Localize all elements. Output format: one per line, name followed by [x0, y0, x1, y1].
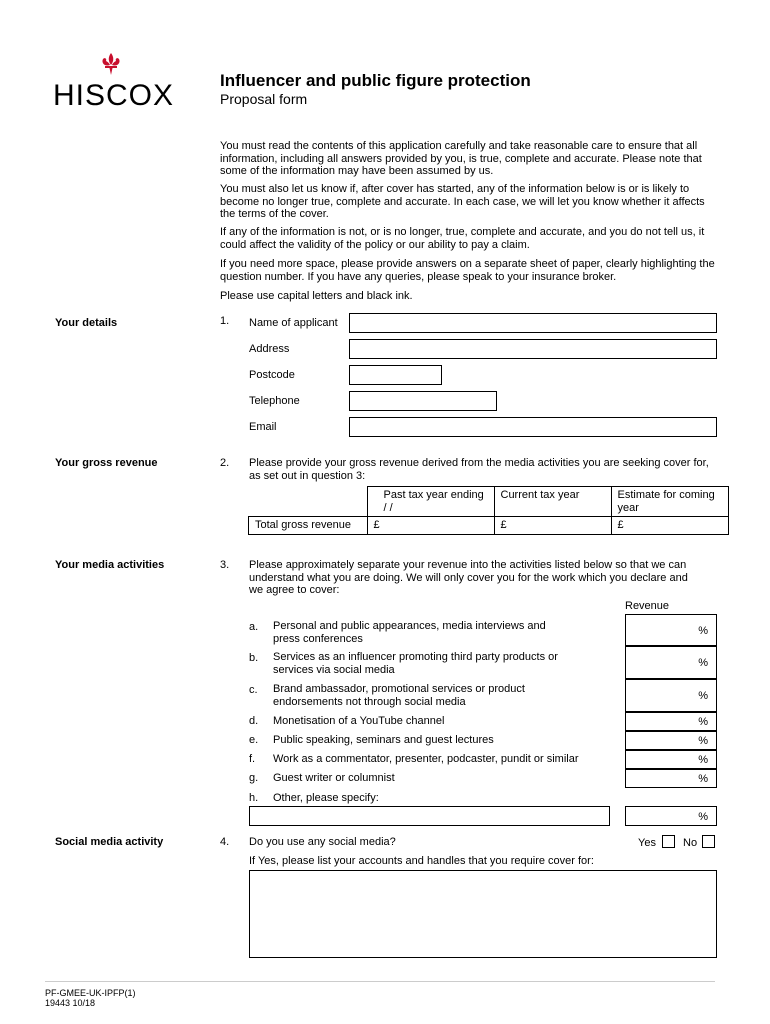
- item-text: Other, please specify:: [273, 792, 379, 804]
- item-text: Brand ambassador, promotional services or product endorsements not through social media: [273, 683, 525, 708]
- no-checkbox[interactable]: [702, 835, 715, 848]
- intro-paragraph: Please use capital letters and black ink.: [220, 290, 413, 302]
- telephone-label: Telephone: [249, 395, 300, 407]
- brand-logo: HISCOX: [53, 79, 175, 112]
- item-letter: e.: [249, 734, 259, 746]
- item-letter: d.: [249, 715, 259, 727]
- revenue-pct-input[interactable]: %: [625, 769, 717, 788]
- item-text: Guest writer or columnist: [273, 772, 395, 784]
- page-subtitle: Proposal form: [220, 91, 308, 107]
- social-question: Do you use any social media?: [249, 836, 396, 848]
- section-label-revenue: Your gross revenue: [55, 457, 158, 469]
- other-specify-input[interactable]: [249, 806, 610, 826]
- intro-paragraph: If you need more space, please provide answers on a separate sheet of paper, clearly highlighting the question number. If you have any queries, please speak to your insurance broker.: [220, 258, 715, 283]
- address-label: Address: [249, 343, 290, 355]
- address-input[interactable]: [349, 339, 717, 359]
- item-text: Personal and public appearances, media interviews and press conferences: [273, 620, 546, 645]
- revenue-estimate-input[interactable]: £: [611, 517, 728, 535]
- intro-paragraph: If any of the information is not, or is no longer, true, complete and accurate, and you do not tell us, it could affect the validity of the policy or our ability to pay a claim.: [220, 226, 705, 251]
- yes-checkbox[interactable]: [662, 835, 675, 848]
- col-current-tax-year: Current tax year: [494, 487, 611, 517]
- item-letter: b.: [249, 652, 259, 664]
- section-label-social: Social media activity: [55, 836, 164, 848]
- item-letter: c.: [249, 684, 258, 696]
- telephone-input[interactable]: [349, 391, 497, 411]
- revenue-pct-input[interactable]: %: [625, 646, 717, 679]
- revenue-question: Please provide your gross revenue derived from the media activities you are seeking cover for, as set out in question 3:: [249, 457, 709, 482]
- form-ref: 19443 10/18: [45, 998, 96, 1008]
- item-letter: a.: [249, 621, 259, 633]
- item-letter: f.: [249, 753, 256, 765]
- revenue-column-header: Revenue: [625, 600, 670, 612]
- item-text: Monetisation of a YouTube channel: [273, 715, 445, 727]
- section-label-media: Your media activities: [55, 559, 165, 571]
- question-number: 3.: [220, 559, 230, 571]
- name-label: Name of applicant: [249, 317, 338, 329]
- email-input[interactable]: [349, 417, 717, 437]
- form-code: PF-GMEE-UK-IPFP(1): [45, 988, 136, 998]
- revenue-pct-input[interactable]: %: [625, 731, 717, 750]
- item-text: Work as a commentator, presenter, podcaster, pundit or similar: [273, 753, 579, 765]
- postcode-label: Postcode: [249, 369, 295, 381]
- col-past-tax-year: Past tax year ending / /: [367, 487, 494, 517]
- media-question: Please approximately separate your revenue into the activities listed below so that we can understand what you are doing. We will only cover you for the work which you declare and we agree to cover:: [249, 559, 688, 596]
- intro-paragraph: You must read the contents of this application carefully and take reasonable care to ensure that all information, including all answers provided by you, is true, complete and accurate. Please note that some of the information may have been assumed by us.: [220, 140, 702, 177]
- page-title: Influencer and public figure protection: [220, 71, 531, 90]
- yes-label: Yes: [638, 837, 656, 849]
- email-label: Email: [249, 421, 277, 433]
- revenue-table: [248, 486, 729, 535]
- revenue-current-input[interactable]: £: [494, 517, 611, 535]
- footer-divider: [45, 981, 715, 982]
- social-followup: If Yes, please list your accounts and handles that you require cover for:: [249, 855, 594, 867]
- social-accounts-input[interactable]: [249, 870, 717, 958]
- item-text: Services as an influencer promoting third party products or services via social media: [273, 651, 558, 676]
- section-label-details: Your details: [55, 317, 118, 329]
- item-text: Public speaking, seminars and guest lectures: [273, 734, 494, 746]
- revenue-pct-input[interactable]: %: [625, 806, 717, 826]
- revenue-pct-input[interactable]: %: [625, 750, 717, 769]
- postcode-input[interactable]: [349, 365, 442, 385]
- item-letter: h.: [249, 792, 259, 804]
- hiscox-fleur-de-lis-icon: [97, 51, 125, 79]
- no-label: No: [683, 837, 698, 849]
- intro-paragraph: You must also let us know if, after cover has started, any of the information below is or is likely to become no longer true, complete and accurate. In each case, we will let you know whether it affects the terms of the cover.: [220, 183, 705, 220]
- revenue-past-input[interactable]: £: [367, 517, 494, 535]
- col-estimate: Estimate for coming year: [611, 487, 728, 517]
- question-number: 2.: [220, 457, 230, 469]
- name-input[interactable]: [349, 313, 717, 333]
- item-letter: g.: [249, 772, 259, 784]
- question-number: 1.: [220, 315, 230, 327]
- revenue-pct-input[interactable]: %: [625, 614, 717, 646]
- row-total-gross-revenue: Total gross revenue: [249, 517, 368, 535]
- question-number: 4.: [220, 836, 230, 848]
- revenue-pct-input[interactable]: %: [625, 679, 717, 712]
- revenue-pct-input[interactable]: %: [625, 712, 717, 731]
